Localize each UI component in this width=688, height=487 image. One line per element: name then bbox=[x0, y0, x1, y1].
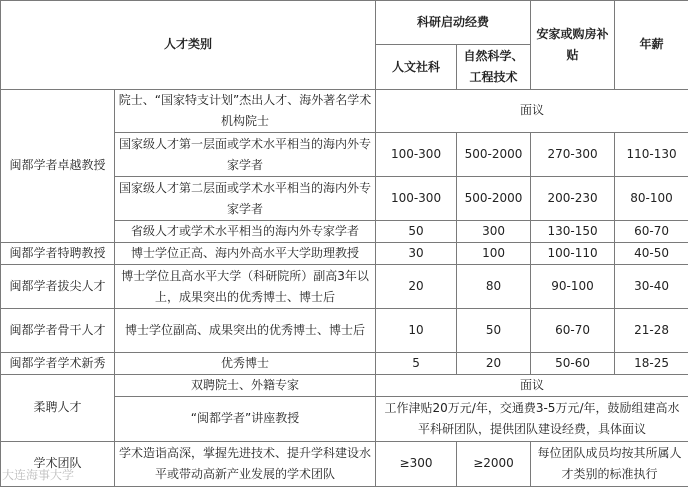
science-value: 50 bbox=[457, 309, 531, 352]
row-description: 博士学位正高、海内外高水平大学助理教授 bbox=[115, 242, 376, 264]
humanities-value: 30 bbox=[376, 242, 457, 264]
humanities-value: 50 bbox=[376, 220, 457, 242]
table-row bbox=[1, 374, 688, 396]
group-excellent-professor: 闽都学者卓越教授 bbox=[1, 89, 115, 242]
allowance-cell: 工作津贴20万元/年，交通费3-5万元/年，鼓励组建高水平科研团队，提供团队建设经费，具体面议 bbox=[376, 397, 688, 441]
row-description: “闽都学者”讲座教授 bbox=[115, 397, 376, 441]
row-description: 院士、“国家特支计划”杰出人才、海外著名学术机构院士 bbox=[115, 89, 376, 132]
watermark: 大连海事大学 bbox=[2, 468, 75, 482]
group-topnotch: 闽都学者拔尖人才 bbox=[1, 265, 115, 309]
salary-value: 30-40 bbox=[615, 265, 688, 309]
row-description: 学术造诣高深，掌握先进技术、提升学科建设水平或带动高新产业发展的学术团队 bbox=[115, 441, 376, 486]
science-value: 500-2000 bbox=[457, 177, 531, 220]
header-annual-salary: 年薪 bbox=[615, 1, 688, 90]
group-team: 学术团队 bbox=[1, 441, 115, 486]
housing-value: 270-300 bbox=[531, 133, 615, 177]
science-value: 500-2000 bbox=[457, 133, 531, 177]
row-description: 博士学位副高、成果突出的优秀博士、博士后 bbox=[115, 309, 376, 352]
row-description: 双聘院士、外籍专家 bbox=[115, 374, 376, 396]
table-row bbox=[1, 265, 688, 309]
header-housing-subsidy: 安家或购房补贴 bbox=[531, 1, 615, 90]
row-description: 国家级人才第二层面或学术水平相当的海内外专家学者 bbox=[115, 177, 376, 220]
salary-value: 110-130 bbox=[615, 133, 688, 177]
group-distinguished-professor: 闽都学者特聘教授 bbox=[1, 242, 115, 264]
salary-value: 80-100 bbox=[615, 177, 688, 220]
science-value: 300 bbox=[457, 220, 531, 242]
housing-value: 90-100 bbox=[531, 265, 615, 309]
row-description: 省级人才或学术水平相当的海内外专家学者 bbox=[115, 220, 376, 242]
row-description: 优秀博士 bbox=[115, 352, 376, 374]
housing-value: 50-60 bbox=[531, 352, 615, 374]
header-humanities: 人文社科 bbox=[376, 45, 457, 89]
negotiable-cell: 面议 bbox=[376, 374, 688, 396]
group-backbone: 闽都学者骨干人才 bbox=[1, 309, 115, 352]
housing-value: 200-230 bbox=[531, 177, 615, 220]
group-new-star: 闽都学者学术新秀 bbox=[1, 352, 115, 374]
humanities-value: 20 bbox=[376, 265, 457, 309]
humanities-value: 10 bbox=[376, 309, 457, 352]
housing-value: 130-150 bbox=[531, 220, 615, 242]
table-row bbox=[1, 242, 688, 264]
humanities-value: 100-300 bbox=[376, 133, 457, 177]
negotiable-cell: 面议 bbox=[376, 89, 688, 132]
housing-value: 100-110 bbox=[531, 242, 615, 264]
row-description: 国家级人才第一层面或学术水平相当的海内外专家学者 bbox=[115, 133, 376, 177]
salary-value: 18-25 bbox=[615, 352, 688, 374]
header-science-engineering: 自然科学、工程技术 bbox=[457, 45, 531, 89]
table-row bbox=[1, 89, 688, 132]
salary-value: 40-50 bbox=[615, 242, 688, 264]
humanities-value: 5 bbox=[376, 352, 457, 374]
humanities-value: 100-300 bbox=[376, 177, 457, 220]
row-description: 博士学位且高水平大学（科研院所）副高3年以上，成果突出的优秀博士、博士后 bbox=[115, 265, 376, 309]
science-value: 20 bbox=[457, 352, 531, 374]
header-talent-category: 人才类别 bbox=[1, 1, 376, 90]
science-value: 80 bbox=[457, 265, 531, 309]
table-row bbox=[1, 309, 688, 352]
salary-value: 60-70 bbox=[615, 220, 688, 242]
humanities-value: ≥300 bbox=[376, 441, 457, 486]
housing-value: 60-70 bbox=[531, 309, 615, 352]
group-flexible: 柔聘人才 bbox=[1, 374, 115, 441]
science-value: 100 bbox=[457, 242, 531, 264]
science-value: ≥2000 bbox=[457, 441, 531, 486]
table-row bbox=[1, 441, 688, 486]
header-research-funding: 科研启动经费 bbox=[376, 1, 531, 45]
salary-value: 21-28 bbox=[615, 309, 688, 352]
table-row bbox=[1, 352, 688, 374]
team-standard-cell: 每位团队成员均按其所属人才类别的标准执行 bbox=[531, 441, 688, 486]
